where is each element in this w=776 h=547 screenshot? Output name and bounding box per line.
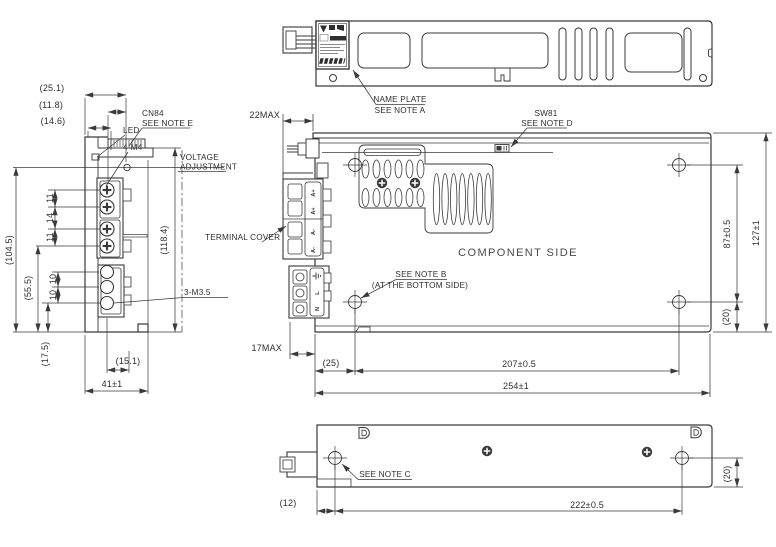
name-plate-note: SEE NOTE A [374, 106, 426, 115]
dim-127: 127±1 [751, 220, 761, 246]
name-plate [316, 21, 349, 69]
note-b-callout [361, 270, 468, 298]
dim-207: 207±0.5 [502, 359, 536, 369]
side-ac-terminal-block [98, 265, 131, 317]
dim-14-6: (14.6) [40, 116, 66, 126]
cn84-note: SEE NOTE E [142, 119, 194, 128]
terminal-label: L [315, 291, 321, 295]
sw81-note: SEE NOTE D [521, 119, 573, 128]
component-side-label: COMPONENT SIDE [458, 247, 578, 259]
component [317, 163, 328, 178]
opening [625, 33, 682, 72]
dim-254: 254±1 [503, 381, 529, 391]
ac-screw-hole [101, 266, 114, 279]
opening [358, 33, 410, 68]
bottom-view [280, 425, 743, 515]
vent-cluster [359, 145, 493, 233]
dim-41: 41±1 [101, 379, 123, 389]
name-plate-label: NAME PLATE [373, 95, 427, 104]
4-m4-label: 4-M4 [123, 143, 143, 152]
screw-hole [330, 75, 337, 82]
dim-11-bottom: 11 [45, 232, 55, 242]
side-dc-terminal-block [97, 178, 147, 258]
ac-terminal-block [289, 266, 331, 318]
note-c-label: SEE NOTE C [359, 470, 411, 479]
dc-terminal-block [283, 173, 331, 259]
3-m3-5-label: 3-M3.5 [184, 288, 211, 297]
terminal-cover-callout [205, 226, 286, 242]
mounting-hole [343, 153, 367, 177]
cn84-label: CN84 [142, 109, 164, 118]
latch [495, 68, 510, 81]
input-connector-top [283, 27, 316, 53]
dim-11-8: (11.8) [38, 100, 64, 110]
sw81-callout [511, 109, 573, 147]
dim-17-5: (17.5) [40, 341, 50, 367]
terminal-screw-icon [100, 222, 114, 236]
dim-25-1: (25.1) [39, 83, 65, 93]
terminal-screw-icon [100, 200, 114, 214]
screw-hole [700, 75, 707, 82]
voltage-adjust-label-2: ADJUSTMENT [180, 162, 238, 172]
main-view [205, 109, 772, 397]
sw81-switch [495, 145, 509, 153]
ac-screw-hole [101, 297, 114, 310]
terminal-label: A+ [311, 207, 317, 215]
dim-10-top: 10 [48, 273, 58, 285]
dim-11-top: 11 [45, 193, 55, 203]
note-c-callout [342, 464, 412, 480]
dim-55-5: (55.5) [23, 275, 33, 301]
tall-vent-ovals [433, 174, 491, 225]
terminal-label: A- [311, 247, 317, 253]
dim-25: (25) [322, 358, 340, 368]
led-label: LED [123, 126, 140, 135]
dim-20-main: (20) [721, 308, 731, 326]
note-b-sub-label: (AT THE BOTTOM SIDE) [371, 281, 469, 290]
dim-20-bottom: (20) [722, 465, 732, 483]
name-plate-callout [353, 70, 427, 115]
d-shaped-cutout [691, 427, 701, 438]
d-shaped-cutout [359, 428, 369, 439]
dim-104-5: (104.5) [4, 235, 14, 265]
ac-screw-hole [101, 281, 114, 294]
terminal-screw-icon [100, 239, 114, 253]
dim-14: 14 [45, 212, 55, 224]
top-view-outline [316, 21, 712, 86]
screw-icon [482, 446, 492, 456]
top-view [283, 21, 712, 115]
main-outline [313, 133, 711, 332]
terminal-cover-label: TERMINAL COVER [205, 233, 281, 242]
dim-17max: 17MAX [251, 343, 282, 353]
note-b-label: SEE NOTE B [395, 270, 447, 279]
screw-icon [410, 178, 420, 188]
input-connector-side [287, 139, 319, 158]
terminal-label: A- [311, 229, 317, 235]
dim-118-4: (118.4) [159, 225, 169, 255]
dim-15-1: (15.1) [115, 356, 141, 366]
opening [422, 33, 548, 68]
terminal-label: N [315, 306, 321, 312]
dim-222: 222±0.5 [570, 500, 604, 510]
terminal-label: A+ [311, 189, 317, 197]
screw-icon [377, 178, 387, 188]
voltage-adjust-label-1: VOLTAGE [180, 153, 219, 162]
side-view [4, 83, 237, 394]
dim-10-bottom: 10 [48, 289, 58, 301]
dim-12: (12) [279, 498, 297, 508]
bottom-tab [356, 327, 370, 332]
input-connector-bottom [280, 452, 317, 477]
dim-22max: 22MAX [249, 110, 280, 120]
dim-87: 87±0.5 [722, 219, 732, 249]
screw-icon [642, 447, 652, 457]
sw81-label: SW81 [534, 109, 558, 118]
